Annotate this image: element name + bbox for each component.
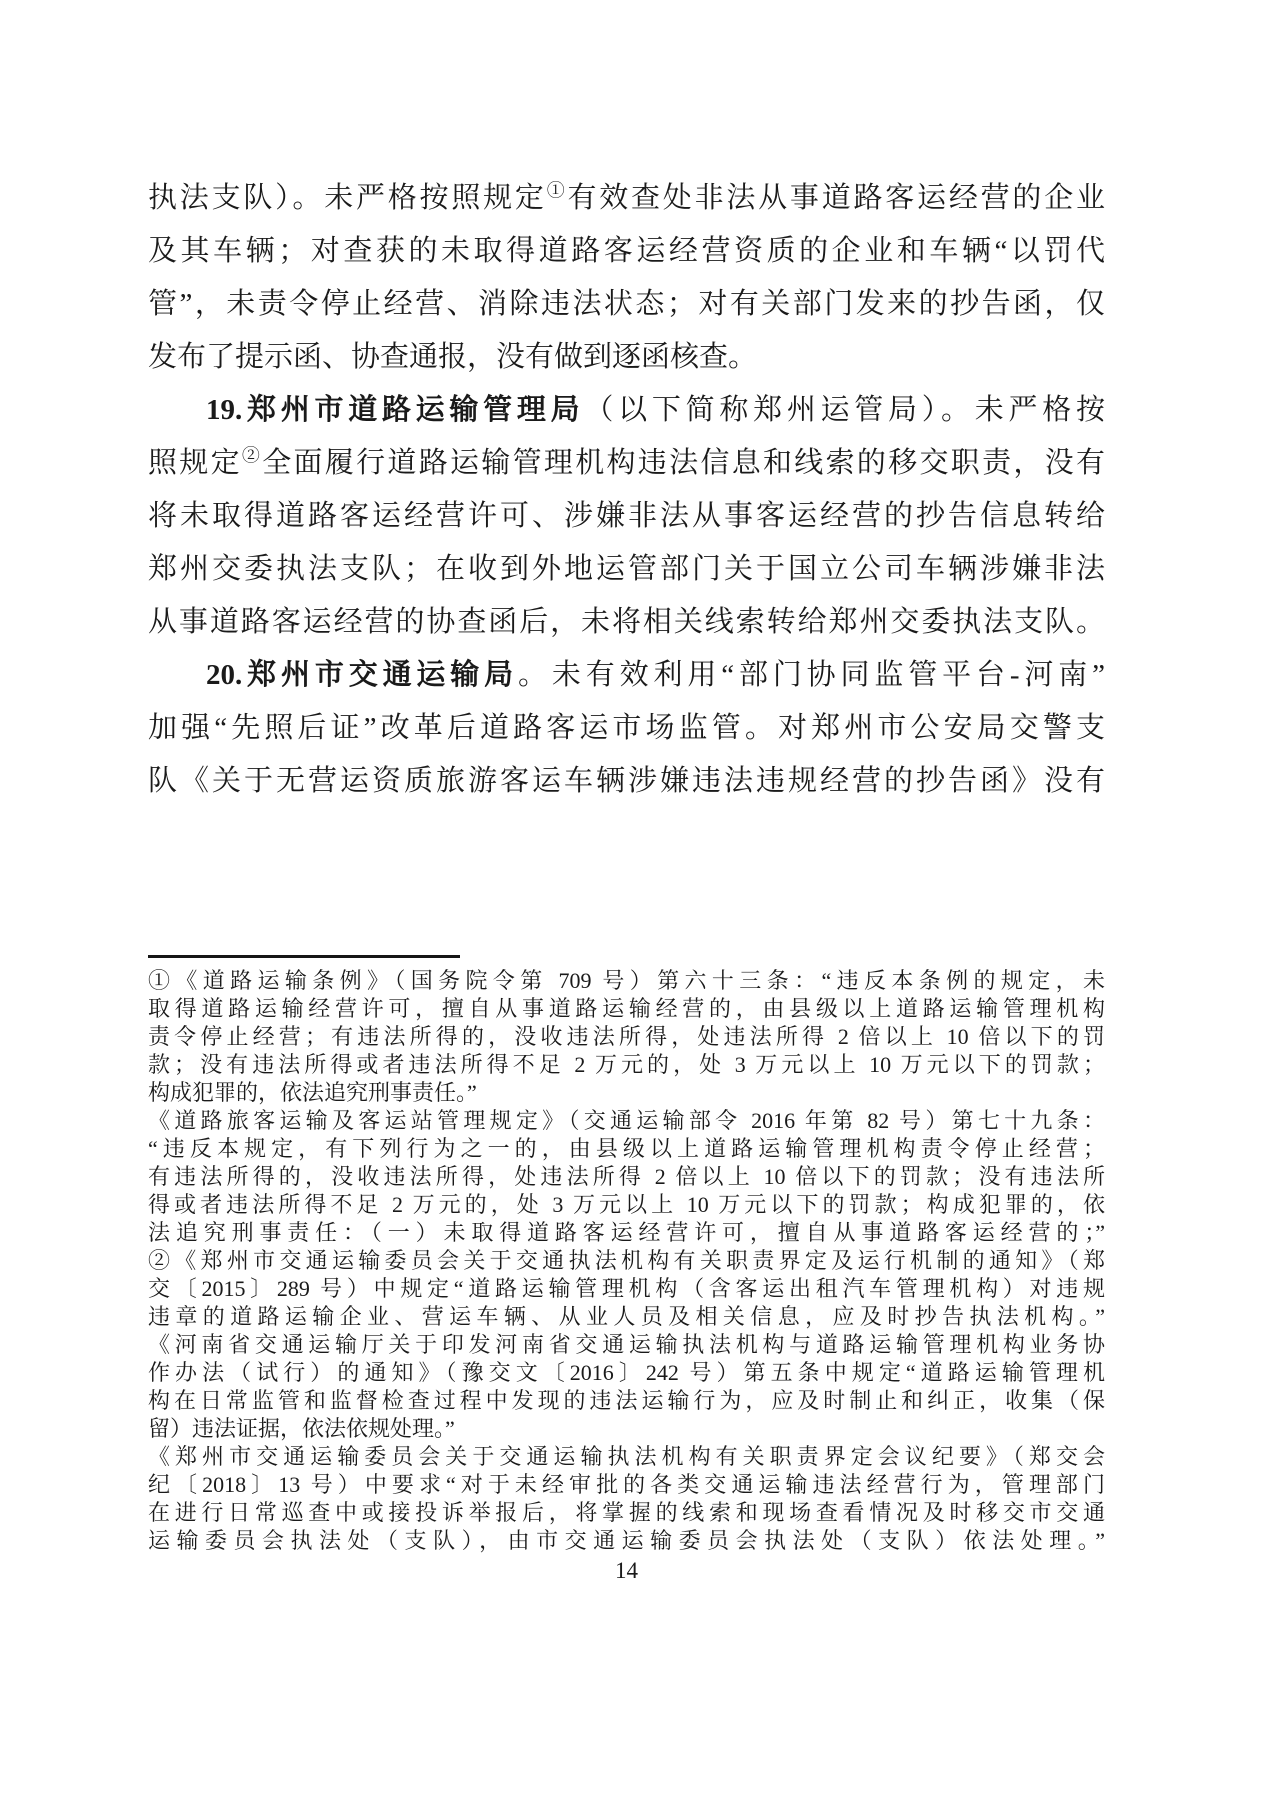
- text-run: 留）违法证据，依法依规处理。”: [148, 1416, 455, 1441]
- text-run: 管”，未责令停止经营、消除违法状态；对有关部门发来的抄告函，仅: [148, 288, 1105, 320]
- body-line: [148, 649, 1105, 702]
- footnote-line: [148, 1527, 1105, 1555]
- text-run: 照规定: [148, 447, 242, 479]
- footnote-line: [148, 1275, 1105, 1303]
- text-run: 法追究刑事责任：（一）未取得道路客运经营许可，擅自从事道路客运经营的；”: [148, 1220, 1105, 1245]
- footnote-line: [148, 1079, 1105, 1107]
- text-run: 《道路旅客运输及客运站管理规定》（交通运输部令 2016 年第 82 号）第七十九条：: [148, 1108, 1105, 1133]
- footnote-line: [148, 1331, 1105, 1359]
- body-line: [148, 225, 1105, 278]
- page-number: 14: [615, 1558, 638, 1583]
- text-run: 违章的道路运输企业、营运车辆、从业人员及相关信息，应及时抄告执法机构。”: [148, 1304, 1105, 1329]
- body-line: [148, 172, 1105, 225]
- footnote-line: [148, 1023, 1105, 1051]
- text-run: ②《郑州市交通运输委员会关于交通执法机构有关职责界定及运行机制的通知》（郑: [148, 1248, 1105, 1273]
- footnote-line: [148, 1191, 1105, 1219]
- text-run: 构成犯罪的，依法追究刑事责任。”: [148, 1080, 477, 1105]
- text-run: 加强“先照后证”改革后道路客运市场监管。对郑州市公安局交警支: [148, 712, 1105, 744]
- footnote-line: [148, 1219, 1105, 1247]
- text-run: （以下简称郑州运管局）。未严格按: [584, 394, 1105, 426]
- footnote-line: [148, 1135, 1105, 1163]
- text-run: 及其车辆；对查获的未取得道路客运经营资质的企业和车辆“以罚代: [148, 235, 1105, 267]
- text-run: 执法支队）。未严格按照规定: [148, 182, 547, 214]
- text-run: 队《关于无营运资质旅游客运车辆涉嫌违法违规经营的抄告函》没有: [148, 765, 1105, 797]
- body-line: [148, 543, 1105, 596]
- body-line: [148, 437, 1105, 490]
- text-run: 取得道路运输经营许可，擅自从事道路运输经营的，由县级以上道路运输管理机构: [148, 996, 1105, 1021]
- text-run: “违反本规定，有下列行为之一的，由县级以上道路运输管理机构责令停止经营；: [148, 1136, 1105, 1161]
- text-run: 发布了提示函、协查通报，没有做到逐函核查。: [148, 341, 758, 373]
- body-line: [148, 490, 1105, 543]
- text-run: 款；没有违法所得或者违法所得不足 2 万元的，处 3 万元以上 10 万元以下的罚款；: [148, 1052, 1105, 1077]
- text-run: 构在日常监管和监督检查过程中发现的违法运输行为，应及时制止和纠正，收集（保: [148, 1388, 1105, 1413]
- text-run: 有违法所得的，没收违法所得，处违法所得 2 倍以上 10 倍以下的罚款；没有违法所: [148, 1164, 1105, 1189]
- footnote-separator: [148, 955, 460, 958]
- footnotes: [148, 967, 1105, 1555]
- body-line: [148, 384, 1105, 437]
- footnote-line: [148, 1051, 1105, 1079]
- footnote-ref-marker: ①: [546, 180, 568, 201]
- footnote-line: [148, 1163, 1105, 1191]
- text-run: 有效查处非法从事道路客运经营的企业: [567, 182, 1105, 214]
- text-run: 运输委员会执法处（支队），由市交通运输委员会执法处（支队）依法处理。”: [148, 1528, 1105, 1553]
- text-run: 《郑州市交通运输委员会关于交通运输执法机构有关职责界定会议纪要》（郑交会: [148, 1444, 1105, 1469]
- text-run: 得或者违法所得不足 2 万元的，处 3 万元以上 10 万元以下的罚款；构成犯罪的，依: [148, 1192, 1105, 1217]
- body-line: [148, 702, 1105, 755]
- body-line: [148, 278, 1105, 331]
- text-run: 作办法（试行）的通知》（豫交文〔2016〕242 号）第五条中规定“道路运输管理机: [148, 1360, 1105, 1385]
- text-run: ①《道路运输条例》（国务院令第 709 号）第六十三条：“违反本条例的规定，未: [148, 968, 1105, 993]
- footnote-line: [148, 967, 1105, 995]
- text-run: 从事道路客运经营的协查函后，未将相关线索转给郑州交委执法支队。: [148, 606, 1105, 638]
- body-text: [148, 172, 1105, 808]
- footnote-line: [148, 1499, 1105, 1527]
- text-run: 在进行日常巡查中或接投诉举报后，将掌握的线索和现场查看情况及时移交市交通: [148, 1500, 1105, 1525]
- text-run: 将未取得道路客运经营许可、涉嫌非法从事客运经营的抄告信息转给: [148, 500, 1105, 532]
- body-line: [148, 331, 1105, 384]
- footnote-line: [148, 1107, 1105, 1135]
- heading-run: 20.郑州市交通运输局: [206, 659, 519, 691]
- body-line: [148, 755, 1105, 808]
- footnote-line: [148, 1247, 1105, 1275]
- text-run: 《河南省交通运输厅关于印发河南省交通运输执法机构与道路运输管理机构业务协: [148, 1332, 1105, 1357]
- footnote-line: [148, 1387, 1105, 1415]
- footnote-line: [148, 995, 1105, 1023]
- footnote-line: [148, 1303, 1105, 1331]
- text-run: 责令停止经营；有违法所得的，没收违法所得，处违法所得 2 倍以上 10 倍以下的罚: [148, 1024, 1105, 1049]
- text-run: 全面履行道路运输管理机构违法信息和线索的移交职责，没有: [262, 447, 1105, 479]
- footnote-line: [148, 1359, 1105, 1387]
- text-run: 交〔2015〕289 号）中规定“道路运输管理机构（含客运出租汽车管理机构）对违规: [148, 1276, 1105, 1301]
- text-run: 郑州交委执法支队；在收到外地运管部门关于国立公司车辆涉嫌非法: [148, 553, 1105, 585]
- footnote-ref-marker: ②: [241, 445, 263, 466]
- footnote-line: [148, 1415, 1105, 1443]
- footnote-line: [148, 1443, 1105, 1471]
- body-line: [148, 596, 1105, 649]
- footnote-line: [148, 1471, 1105, 1499]
- text-run: 纪〔2018〕13 号）中要求“对于未经审批的各类交通运输违法经营行为，管理部门: [148, 1472, 1105, 1497]
- heading-run: 19.郑州市道路运输管理局: [206, 394, 585, 426]
- text-run: 。未有效利用“部门协同监管平台-河南”: [518, 659, 1105, 691]
